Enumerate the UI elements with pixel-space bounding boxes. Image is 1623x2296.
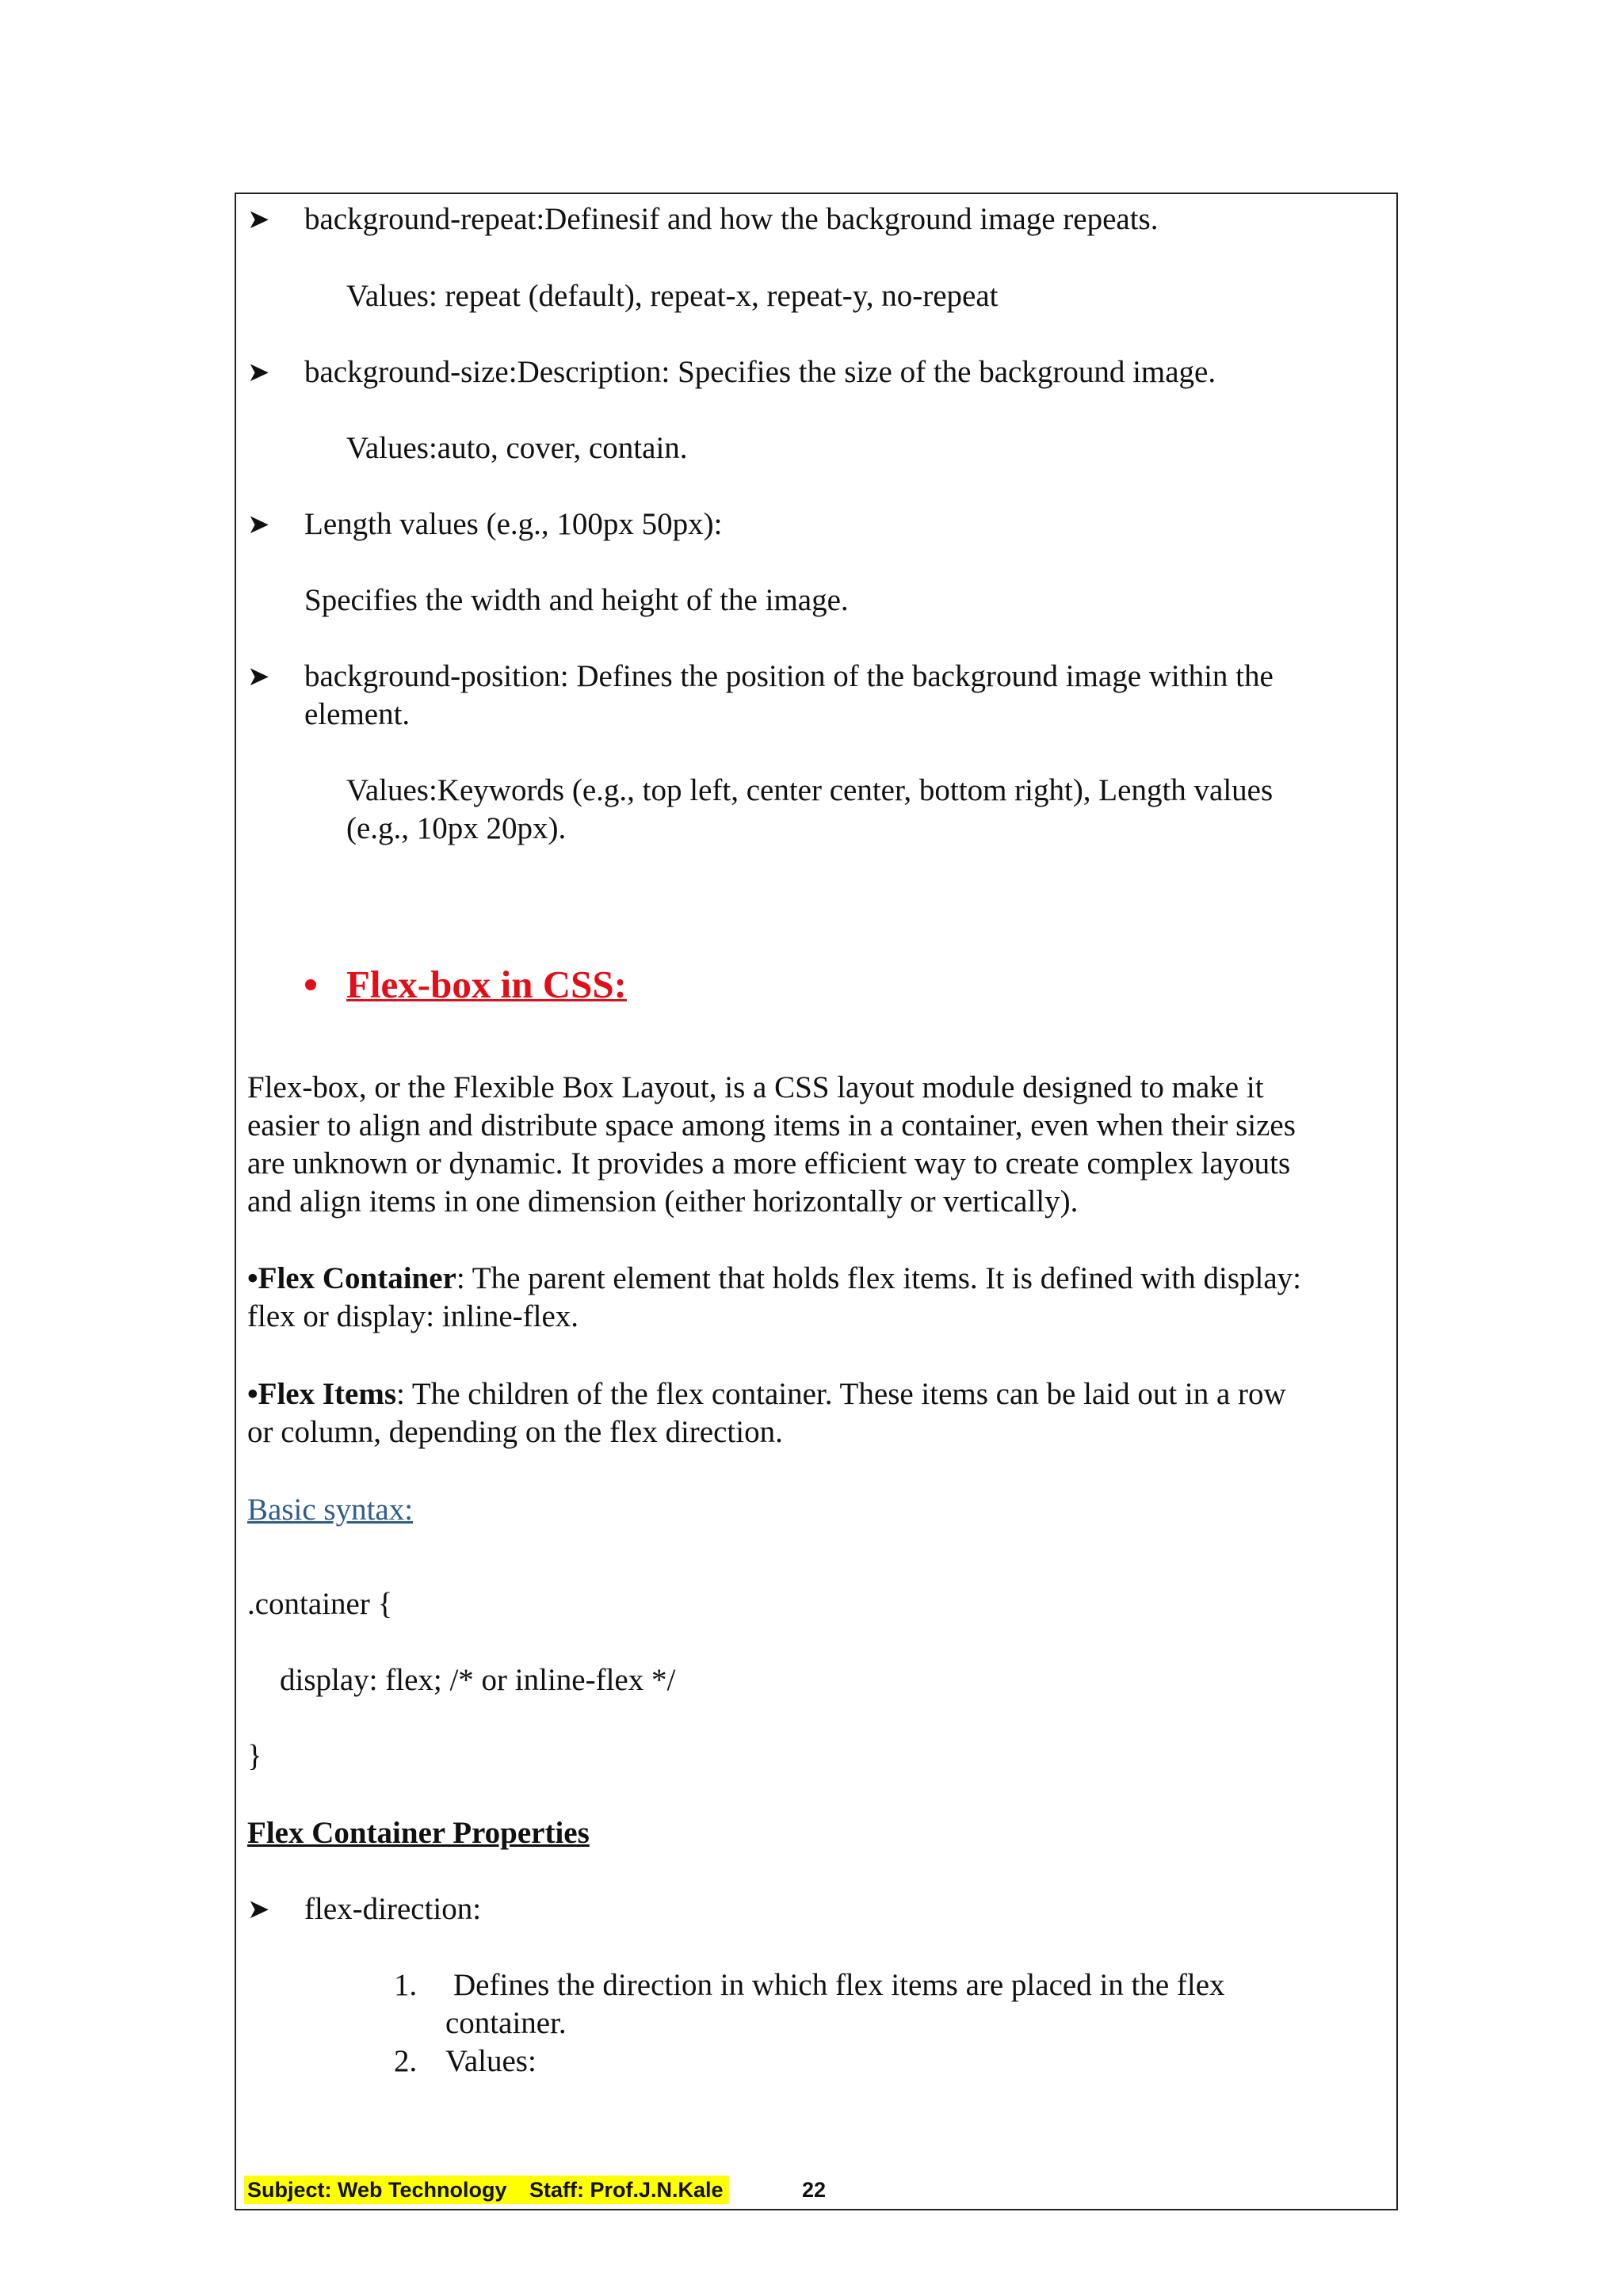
- length-values-text: Length values (e.g., 100px 50px):: [304, 507, 723, 541]
- footer-subject: Subject: Web Technology: [247, 2178, 507, 2202]
- code-line-3: }: [247, 1739, 262, 1773]
- flexbox-intro-line1: Flex-box, or the Flexible Box Layout, is a CSS layout module designed to make it: [247, 1070, 1264, 1104]
- code-line-1: .container {: [247, 1587, 393, 1621]
- flex-container-label: •Flex Container: [247, 1261, 456, 1295]
- list-item-text: Defines the direction in which flex items are placed in the flex: [453, 1968, 1225, 2002]
- flex-container-line1: [247, 1260, 1301, 1298]
- flex-items-label: •Flex Items: [247, 1377, 397, 1411]
- page-number: 22: [802, 2178, 827, 2202]
- arrowhead-icon: ➤: [247, 509, 270, 540]
- flex-items-desc: : The children of the flex container. These items can be laid out in a row: [396, 1377, 1286, 1411]
- arrowhead-icon: ➤: [247, 357, 270, 388]
- bg-position-text-line2: element.: [304, 697, 411, 731]
- bg-position-text-line1: background-position: Defines the position of the background image within the: [304, 659, 1274, 693]
- length-values-desc: Specifies the width and height of the image.: [304, 583, 849, 617]
- bg-size-text: background-size:Description: Specifies the size of the background image.: [304, 355, 1216, 389]
- list-item-text: Values:: [445, 2044, 537, 2078]
- footer-staff: Staff: Prof.J.N.Kale: [529, 2178, 724, 2202]
- arrowhead-icon: ➤: [247, 204, 270, 235]
- flex-container-desc: : The parent element that holds flex items. It is defined with display:: [456, 1261, 1301, 1295]
- flexbox-heading: Flex-box in CSS:: [346, 963, 627, 1006]
- bullet-dot-icon: [305, 979, 316, 990]
- flex-direction-label: flex-direction:: [304, 1892, 482, 1926]
- flex-items-line2: or column, depending on the flex direction.: [247, 1415, 783, 1449]
- code-line-2: display: flex; /* or inline-flex */: [280, 1663, 676, 1697]
- flexbox-intro-line4: and align items in one dimension (either horizontally or vertically).: [247, 1184, 1079, 1219]
- list-item-number: 2.: [394, 2044, 418, 2078]
- flexbox-intro-line2: easier to align and distribute space among items in a container, even when their sizes: [247, 1108, 1296, 1142]
- list-item-number: 1.: [394, 1968, 418, 2002]
- flex-container-properties-heading: Flex Container Properties: [247, 1816, 590, 1850]
- bg-repeat-text: background-repeat:Definesif and how the background image repeats.: [304, 202, 1159, 236]
- basic-syntax-link[interactable]: Basic syntax:: [247, 1493, 414, 1527]
- bg-repeat-values: Values: repeat (default), repeat-x, repeat-y, no-repeat: [346, 279, 999, 313]
- arrowhead-icon: ➤: [247, 661, 270, 692]
- bg-size-values: Values:auto, cover, contain.: [346, 431, 688, 465]
- bg-position-values-line1: Values:Keywords (e.g., top left, center center, bottom right), Length values: [346, 773, 1274, 807]
- flexbox-intro-line3: are unknown or dynamic. It provides a more efficient way to create complex layouts: [247, 1146, 1291, 1180]
- flex-container-line2: flex or display: inline-flex.: [247, 1299, 579, 1333]
- arrowhead-icon: ➤: [247, 1894, 270, 1925]
- flex-items-line1: [247, 1375, 1286, 1413]
- bg-position-values-line2: (e.g., 10px 20px).: [346, 811, 567, 845]
- list-item-text-cont: container.: [445, 2006, 567, 2040]
